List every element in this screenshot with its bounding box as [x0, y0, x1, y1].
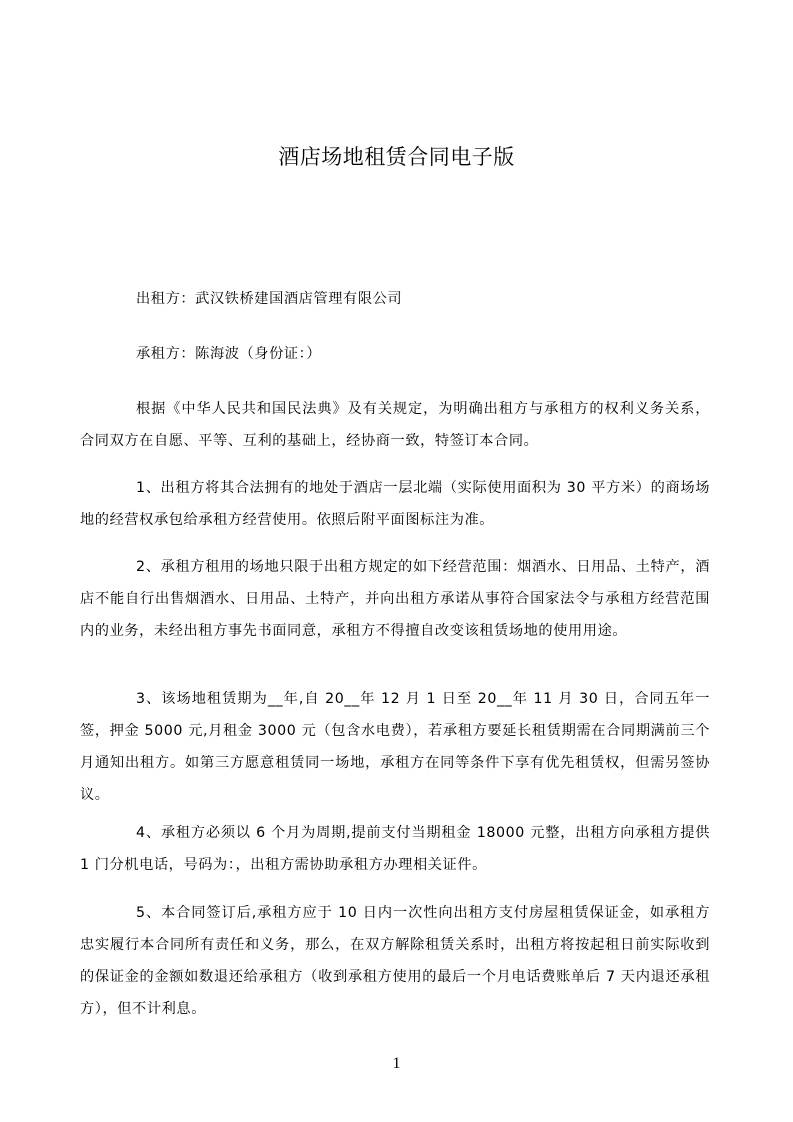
clause-1: 1、出租方将其合法拥有的地处于酒店一层北端（实际使用面积为 30 平方米）的商场场地的经营权承包给承租方经营使用。依照后附平面图标注为准。	[80, 480, 710, 528]
lessor-line: 出租方：武汉铁桥建国酒店管理有限公司	[136, 291, 403, 307]
clause-4: 4、承租方必须以 6 个月为周期,提前支付当期租金 18000 元整，出租方向承租方提供 1 门分机电话，号码为：，出租方需协助承租方办理相关证件。	[80, 825, 710, 873]
clause-2: 2、承租方租用的场地只限于出租方规定的如下经营范围：烟酒水、日用品、土特产，酒店不能自行出售烟酒水、日用品、土特产，并向出租方承诺从事符合国家法令与承租方经营范围内的业务，未经出租方事先书面同意，承租方不得擅自改变该租赁场地的使用用途。	[80, 559, 710, 639]
page-number: 1	[392, 1055, 401, 1072]
lessee-line: 承租方：陈海波（身份证：）	[136, 346, 322, 362]
clause-3: 3、该场地租赁期为__年,自 20__年 12 月 1 日至 20__年 11 月 30 日，合同五年一签，押金 5000 元,月租金 3000 元（包含水电费），若承租方要延长租赁期需在合同期满前三个月通知出租方。如第三方愿意租赁同一场地，承租方在同等条件下享有优先租赁权，但需另签协议。	[80, 691, 710, 803]
document-title: 酒店场地租赁合同电子版	[278, 145, 515, 169]
intro-paragraph: 根据《中华人民共和国民法典》及有关规定，为明确出租方与承租方的权利义务关系，合同双方在自愿、平等、互利的基础上，经协商一致，特签订本合同。	[80, 401, 710, 449]
clause-5: 5、本合同签订后,承租方应于 10 日内一次性向出租方支付房屋租赁保证金，如承租方忠实履行本合同所有责任和义务，那么，在双方解除租赁关系时，出租方将按起租日前实际收到的保证金的金额如数退还给承租方（收到承租方使用的最后一个月电话费账单后 7 天内退还承租方），但不计利息。	[80, 905, 710, 1017]
